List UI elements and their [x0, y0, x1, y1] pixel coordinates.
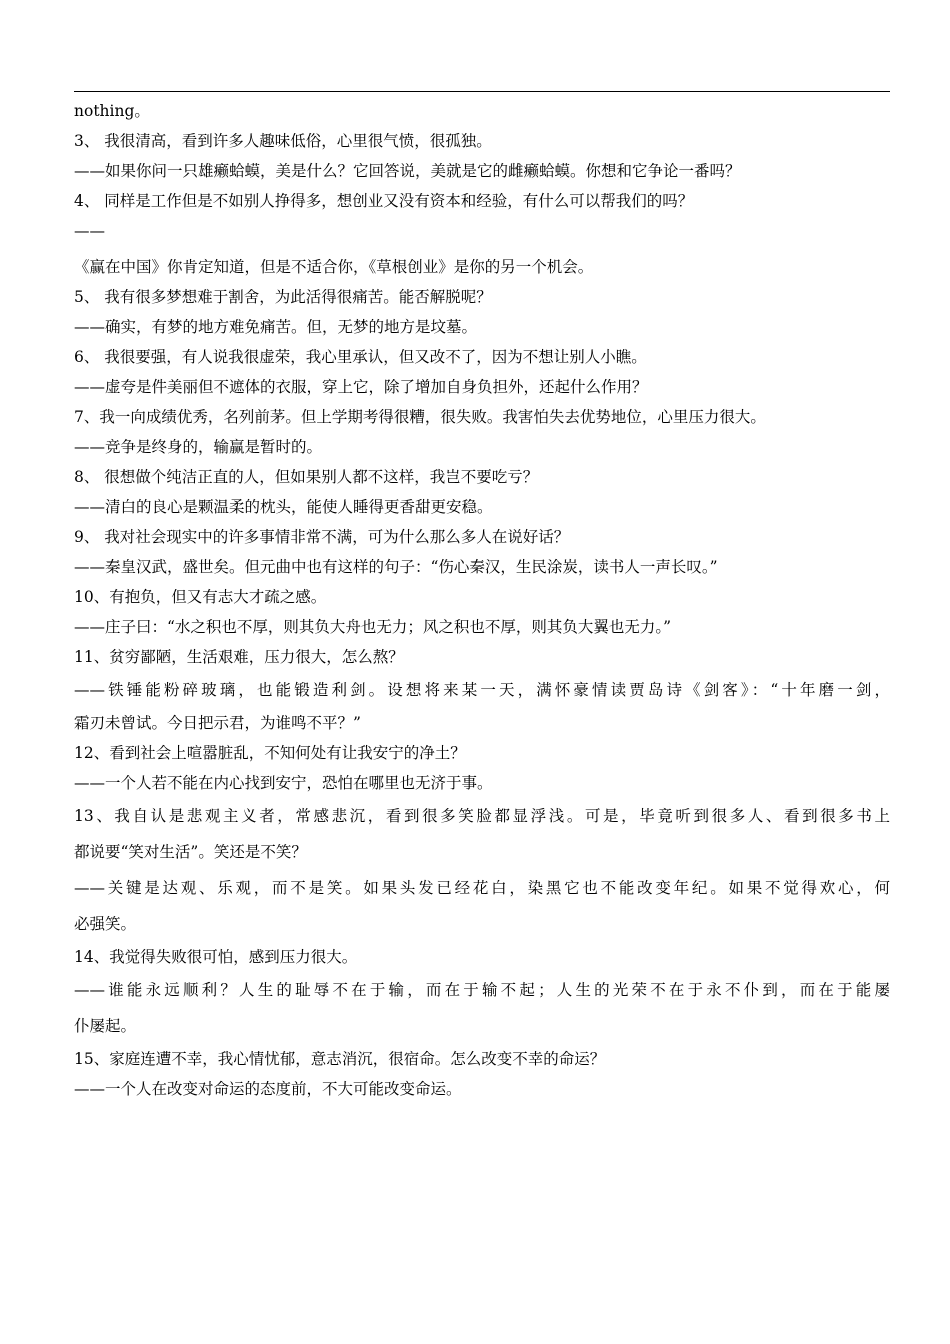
question-line-continued: 都说要“笑对生活”。笑还是不笑？ — [74, 843, 307, 861]
question-line: 11、贫穷鄙陋，生活艰难，压力很大，怎么熬？ — [74, 648, 404, 666]
answer-line: ——如果你问一只雄癞蛤蟆，美是什么？它回答说，美就是它的雌癞蛤蟆。你想和它争论一番吗？ — [74, 162, 741, 180]
answer-line: ——铁锤能粉碎玻璃，也能锻造利剑。设想将来某一天，满怀豪情读贾岛诗《剑客》：“十年磨一剑， — [74, 681, 890, 699]
answer-line: ——庄子曰：“水之积也不厚，则其负大舟也无力；风之积也不厚，则其负大翼也无力。” — [74, 618, 672, 636]
answer-line-continued: 霜刃未曾试。今日把示君，为谁鸣不平？” — [74, 714, 361, 732]
header-rule — [74, 91, 890, 92]
question-line: 9、 我对社会现实中的许多事情非常不满，可为什么那么多人在说好话？ — [74, 528, 570, 546]
question-line: 6、 我很要强，有人说我很虚荣，我心里承认，但又改不了，因为不想让别人小瞧。 — [74, 348, 647, 366]
question-line: 13、我自认是悲观主义者，常感悲沉，看到很多笑脸都显浮浅。可是，毕竟听到很多人、看到很多书上 — [74, 807, 890, 825]
answer-line: ——一个人在改变对命运的态度前，不大可能改变命运。 — [74, 1080, 462, 1098]
answer-line: ——确实，有梦的地方难免痛苦。但，无梦的地方是坟墓。 — [74, 318, 478, 336]
answer-line: ——谁能永远顺利？人生的耻辱不在于输，而在于输不起；人生的光荣不在于永不仆到，而在于能屡 — [74, 981, 890, 999]
question-line: 7、我一向成绩优秀，名列前茅。但上学期考得很糟，很失败。我害怕失去优势地位，心里压力很大。 — [74, 408, 766, 426]
answer-line: ——一个人若不能在内心找到安宁，恐怕在哪里也无济于事。 — [74, 774, 493, 792]
answer-line: ——关键是达观、乐观，而不是笑。如果头发已经花白，染黑它也不能改变年纪。如果不觉得欢心，何 — [74, 879, 890, 897]
answer-line-continued: 必强笑。 — [74, 915, 137, 933]
question-line: 8、 很想做个纯洁正直的人，但如果别人都不这样，我岂不要吃亏？ — [74, 468, 539, 486]
document-body — [74, 96, 890, 1104]
answer-line: ——秦皇汉武，盛世矣。但元曲中也有这样的句子：“伤心秦汉，生民涂炭，读书人一声长叹。” — [74, 558, 718, 576]
question-line: 10、有抱负，但又有志大才疏之感。 — [74, 588, 327, 606]
question-line: 3、 我很清高，看到许多人趣味低俗，心里很气愤，很孤独。 — [74, 132, 492, 150]
answer-line: 《赢在中国》你肯定知道，但是不适合你，《草根创业》是你的另一个机会。 — [74, 258, 594, 276]
answer-line: ——清白的良心是颗温柔的枕头，能使人睡得更香甜更安稳。 — [74, 498, 493, 516]
answer-line: ——虚夸是件美丽但不遮体的衣服，穿上它，除了增加自身负担外，还起什么作用？ — [74, 378, 648, 396]
question-line: 5、 我有很多梦想难于割舍，为此活得很痛苦。能否解脱呢？ — [74, 288, 492, 306]
text-line: nothing。 — [74, 102, 150, 120]
question-line: 4、 同样是工作但是不如别人挣得多，想创业又没有资本和经验，有什么可以帮我们的吗？ — [74, 192, 694, 210]
answer-line-continued: 仆屡起。 — [74, 1017, 137, 1035]
question-line: 12、看到社会上喧嚣脏乱，不知何处有让我安宁的净土？ — [74, 744, 466, 762]
answer-line: ——竞争是终身的，输赢是暂时的。 — [74, 438, 323, 456]
question-line: 15、家庭连遭不幸，我心情忧郁，意志消沉，很宿命。怎么改变不幸的命运？ — [74, 1050, 606, 1068]
answer-line: —— — [74, 222, 105, 240]
question-line: 14、我觉得失败很可怕，感到压力很大。 — [74, 948, 358, 966]
